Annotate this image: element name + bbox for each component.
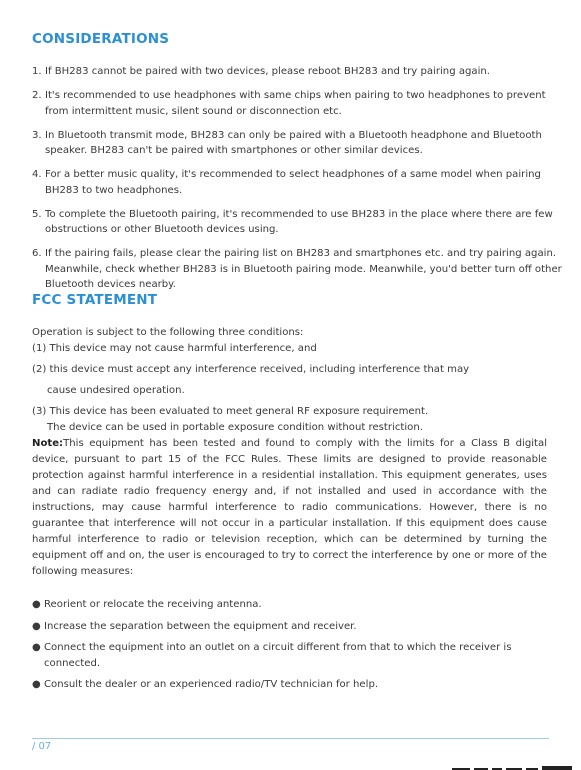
item-text: For a better music quality, it's recommended to select headphones of a same model when pairing BH283 to two headphones. <box>45 169 541 196</box>
item-number: 1. <box>32 66 42 77</box>
list-item <box>32 597 552 613</box>
fcc-measures-list <box>32 597 552 699</box>
fcc-condition-2: (2) this device must accept any interference received, including interference that may <box>32 364 470 375</box>
item-number: 2. <box>32 90 42 101</box>
measure-text: Connect the equipment into an outlet on a circuit different from that to which the receiver is connected. <box>44 642 512 669</box>
footer-divider <box>32 738 549 739</box>
list-item <box>32 207 562 238</box>
list-item <box>32 167 562 198</box>
list-item <box>32 677 552 693</box>
fcc-condition-2-cont: cause undesired operation. <box>47 385 185 396</box>
note-text: This equipment has been tested and found to comply with the limits for a Class B digital device, pursuant to part 15 of the FCC Rules. These limits are designed to provide reasonable protection against harmful interference in a residential installation. This equipment generates, uses and can radiate radio frequency energy and, if not installed and used in accordance with the instructions, may cause harmful interference to radio communications. However, there is no guarantee that interference will not occur in a particular installation. If this equipment does cause harmful interference to radio or television reception, which can be determined by turning the equipment off and on, the user is encouraged to try to correct the interference by one or more of the following measures: <box>32 438 547 577</box>
list-item <box>32 128 562 159</box>
fcc-note <box>32 436 547 580</box>
fcc-condition-3-cont: The device can be used in portable exposure condition without restriction. <box>47 422 423 433</box>
bullet-icon: ● <box>32 599 41 610</box>
bullet-icon: ● <box>32 679 41 690</box>
item-text: In Bluetooth transmit mode, BH283 can only be paired with a Bluetooth headphone and Bluetooth speaker. BH283 can't be paired with smartphones or other similar devices. <box>45 129 542 156</box>
page-edge-decoration <box>452 760 581 770</box>
item-number: 5. <box>32 208 42 220</box>
fcc-intro: Operation is subject to the following three conditions: <box>32 327 304 338</box>
item-number: 4. <box>32 169 42 180</box>
item-text: To complete the Bluetooth pairing, it's recommended to use BH283 in the place where there are few obstructions or other Bluetooth devices using. <box>45 208 553 235</box>
item-number: 3. <box>32 129 42 141</box>
item-text: If BH283 cannot be paired with two devices, please reboot BH283 and try pairing again. <box>45 66 491 77</box>
item-text: It's recommended to use headphones with same chips when pairing to two headphones to prevent from intermittent music, silent sound or disconnection etc. <box>45 90 546 117</box>
list-item <box>32 619 552 635</box>
item-text: If the pairing fails, please clear the pairing list on BH283 and smartphones etc. and try pairing again. Meanwhile, check whether BH283 is in Bluetooth pairing mode. Meanwhile, you'd better turn off other Bluetooth devices nearby. <box>45 248 562 290</box>
fcc-statement-heading: FCC STATEMENT <box>32 292 158 308</box>
bullet-icon: ● <box>32 620 41 632</box>
list-item <box>32 246 562 293</box>
measure-text: Increase the separation between the equipment and receiver. <box>44 620 357 632</box>
item-number: 6. <box>32 248 42 259</box>
bullet-icon: ● <box>32 642 41 653</box>
measure-text: Consult the dealer or an experienced radio/TV technician for help. <box>44 679 379 690</box>
list-item <box>32 88 562 119</box>
list-item <box>32 640 552 671</box>
fcc-condition-3: (3) This device has been evaluated to meet general RF exposure requirement. <box>32 406 429 417</box>
considerations-list <box>32 64 562 301</box>
list-item <box>32 64 562 80</box>
note-label: Note: <box>32 438 64 449</box>
measure-text: Reorient or relocate the receiving antenna. <box>44 599 262 610</box>
considerations-heading: CONSIDERATIONS <box>32 31 170 47</box>
fcc-statement-body <box>32 325 547 580</box>
fcc-condition-1: (1) This device may not cause harmful interference, and <box>32 343 317 354</box>
page-number: / 07 <box>32 741 52 752</box>
